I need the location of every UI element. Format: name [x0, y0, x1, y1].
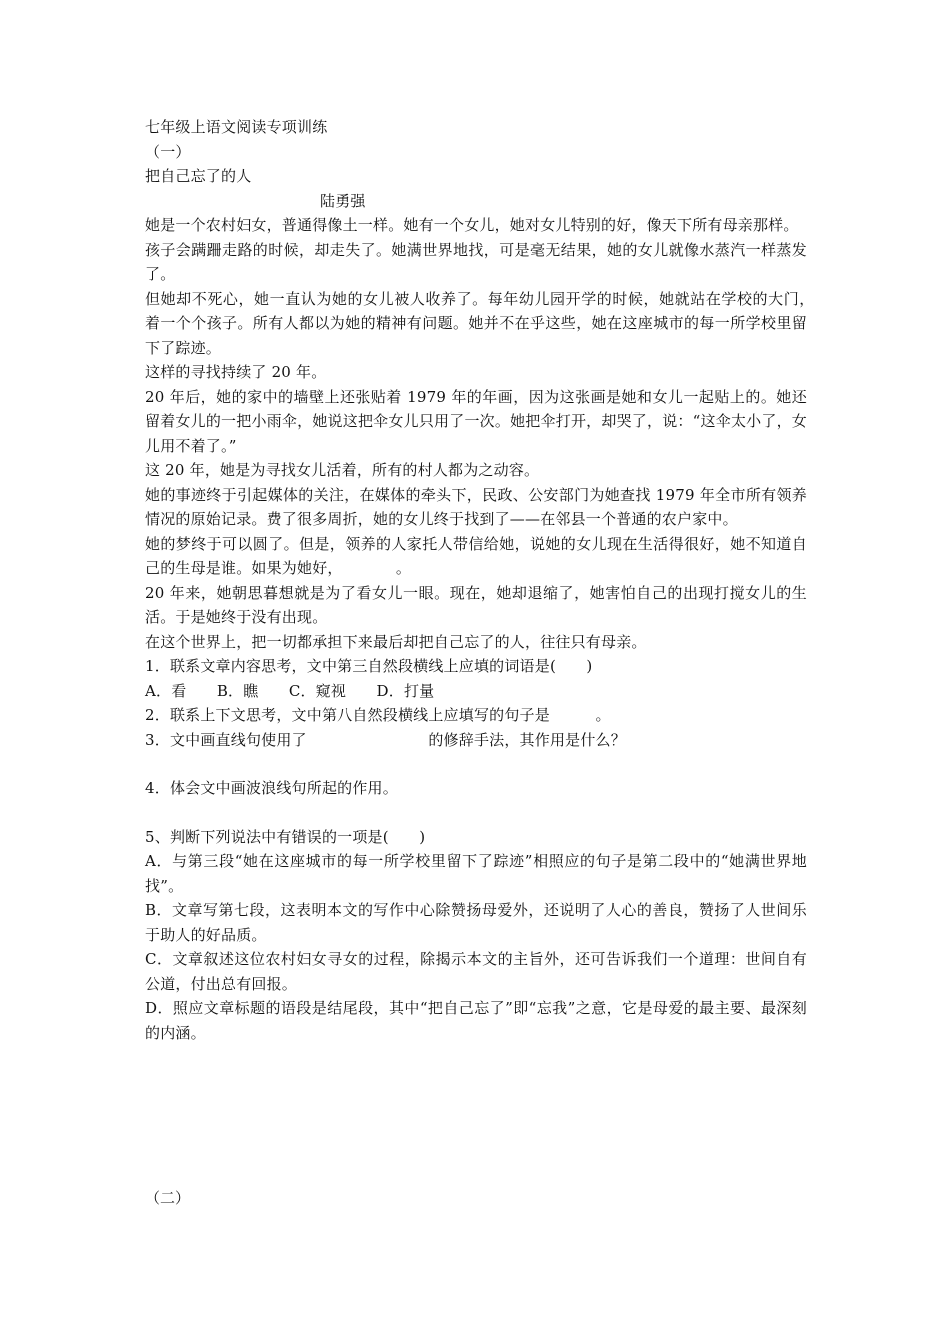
section-number-1: （一）	[145, 142, 191, 161]
document-title: 七年级上语文阅读专项训练	[145, 118, 328, 136]
section-number-2: （二）	[145, 1189, 191, 1207]
question-1: 1．联系文章内容思考，文中第三自然段横线上应填的词语是( )	[145, 657, 593, 675]
paragraph-9: 20 年来，她朝思暮想就是为了看女儿一眼。现在，她却退缩了，她害怕自己的出现打搅女儿的生活。于是她终于没有出现。	[145, 583, 807, 626]
paragraph-7: 她的事迹终于引起媒体的关注，在媒体的牵头下，民政、公安部门为她查找 1979 年全市所有领养情况的原始记录。费了很多周折，她的女儿终于找到了——在邻县一个普通的农户家中。	[145, 485, 807, 528]
question-3: 3．文中画直线句使用了 的修辞手法，其作用是什么？	[145, 730, 626, 749]
paragraph-1: 她是一个农村妇女，普通得像土一样。她有一个女儿，她对女儿特别的好，像天下所有母亲那样。	[145, 216, 799, 234]
paragraph-2: 孩子会蹒跚走路的时候，却走失了。她满世界地找，可是毫无结果，她的女儿就像水蒸汽一样蒸发了。	[145, 240, 807, 283]
article-author: 陆勇强	[320, 191, 366, 210]
answer-space	[145, 752, 807, 776]
paragraph-6: 这 20 年，她是为寻找女儿活着，所有的村人都为之动容。	[145, 461, 540, 479]
answer-space	[145, 801, 807, 825]
question-5-option-b: B．文章写第七段，这表明本文的写作中心除赞扬母爱外，还说明了人心的善良，赞扬了人世间乐于助人的好品质。	[145, 901, 807, 944]
document-body	[145, 115, 838, 1045]
paragraph-8: 她的梦终于可以圆了。但是，领养的人家托人带信给她，说她的女儿现在生活得很好，她不知道自己的生母是谁。如果为她好， 。	[145, 534, 807, 577]
paragraph-4: 这样的寻找持续了 20 年。	[145, 363, 327, 381]
question-5: 5、判断下列说法中有错误的一项是( )	[145, 827, 426, 846]
article-title: 把自己忘了的人	[145, 167, 252, 185]
question-5-option-d: D．照应文章标题的语段是结尾段，其中“把自己忘了”即“忘我”之意，它是母爱的最主要、最深刻的内涵。	[145, 999, 807, 1042]
question-5-option-a: A．与第三段“她在这座城市的每一所学校里留下了踪迹”相照应的句子是第二段中的“她满世界地找”。	[145, 852, 807, 895]
paragraph-3: 但她却不死心，她一直认为她的女儿被人收养了。每年幼儿园开学的时候，她就站在学校的大门， 着一个个孩子。所有人都以为她的精神有问题。她并不在乎这些，她在这座城市的每一所学校里留下了踪迹。	[145, 289, 838, 357]
question-5-option-c: C．文章叙述这位农村妇女寻女的过程，除揭示本文的主旨外，还可告诉我们一个道理：世间自有公道，付出总有回报。	[145, 950, 807, 993]
paragraph-5: 20 年后，她的家中的墙壁上还张贴着 1979 年的年画，因为这张画是她和女儿一起贴上的。她还留着女儿的一把小雨伞，她说这把伞女儿只用了一次。她把伞打开，却哭了，说：“这伞太小了，女儿用不着了。”	[145, 387, 807, 455]
question-1-options: A．看 B．瞧 C．窥视 D．打量	[145, 681, 435, 700]
question-2: 2．联系上下文思考，文中第八自然段横线上应填写的句子是 。	[145, 706, 611, 724]
paragraph-10: 在这个世界上，把一切都承担下来最后却把自己忘了的人，往往只有母亲。	[145, 632, 647, 651]
question-4: 4．体会文中画波浪线句所起的作用。	[145, 779, 398, 797]
